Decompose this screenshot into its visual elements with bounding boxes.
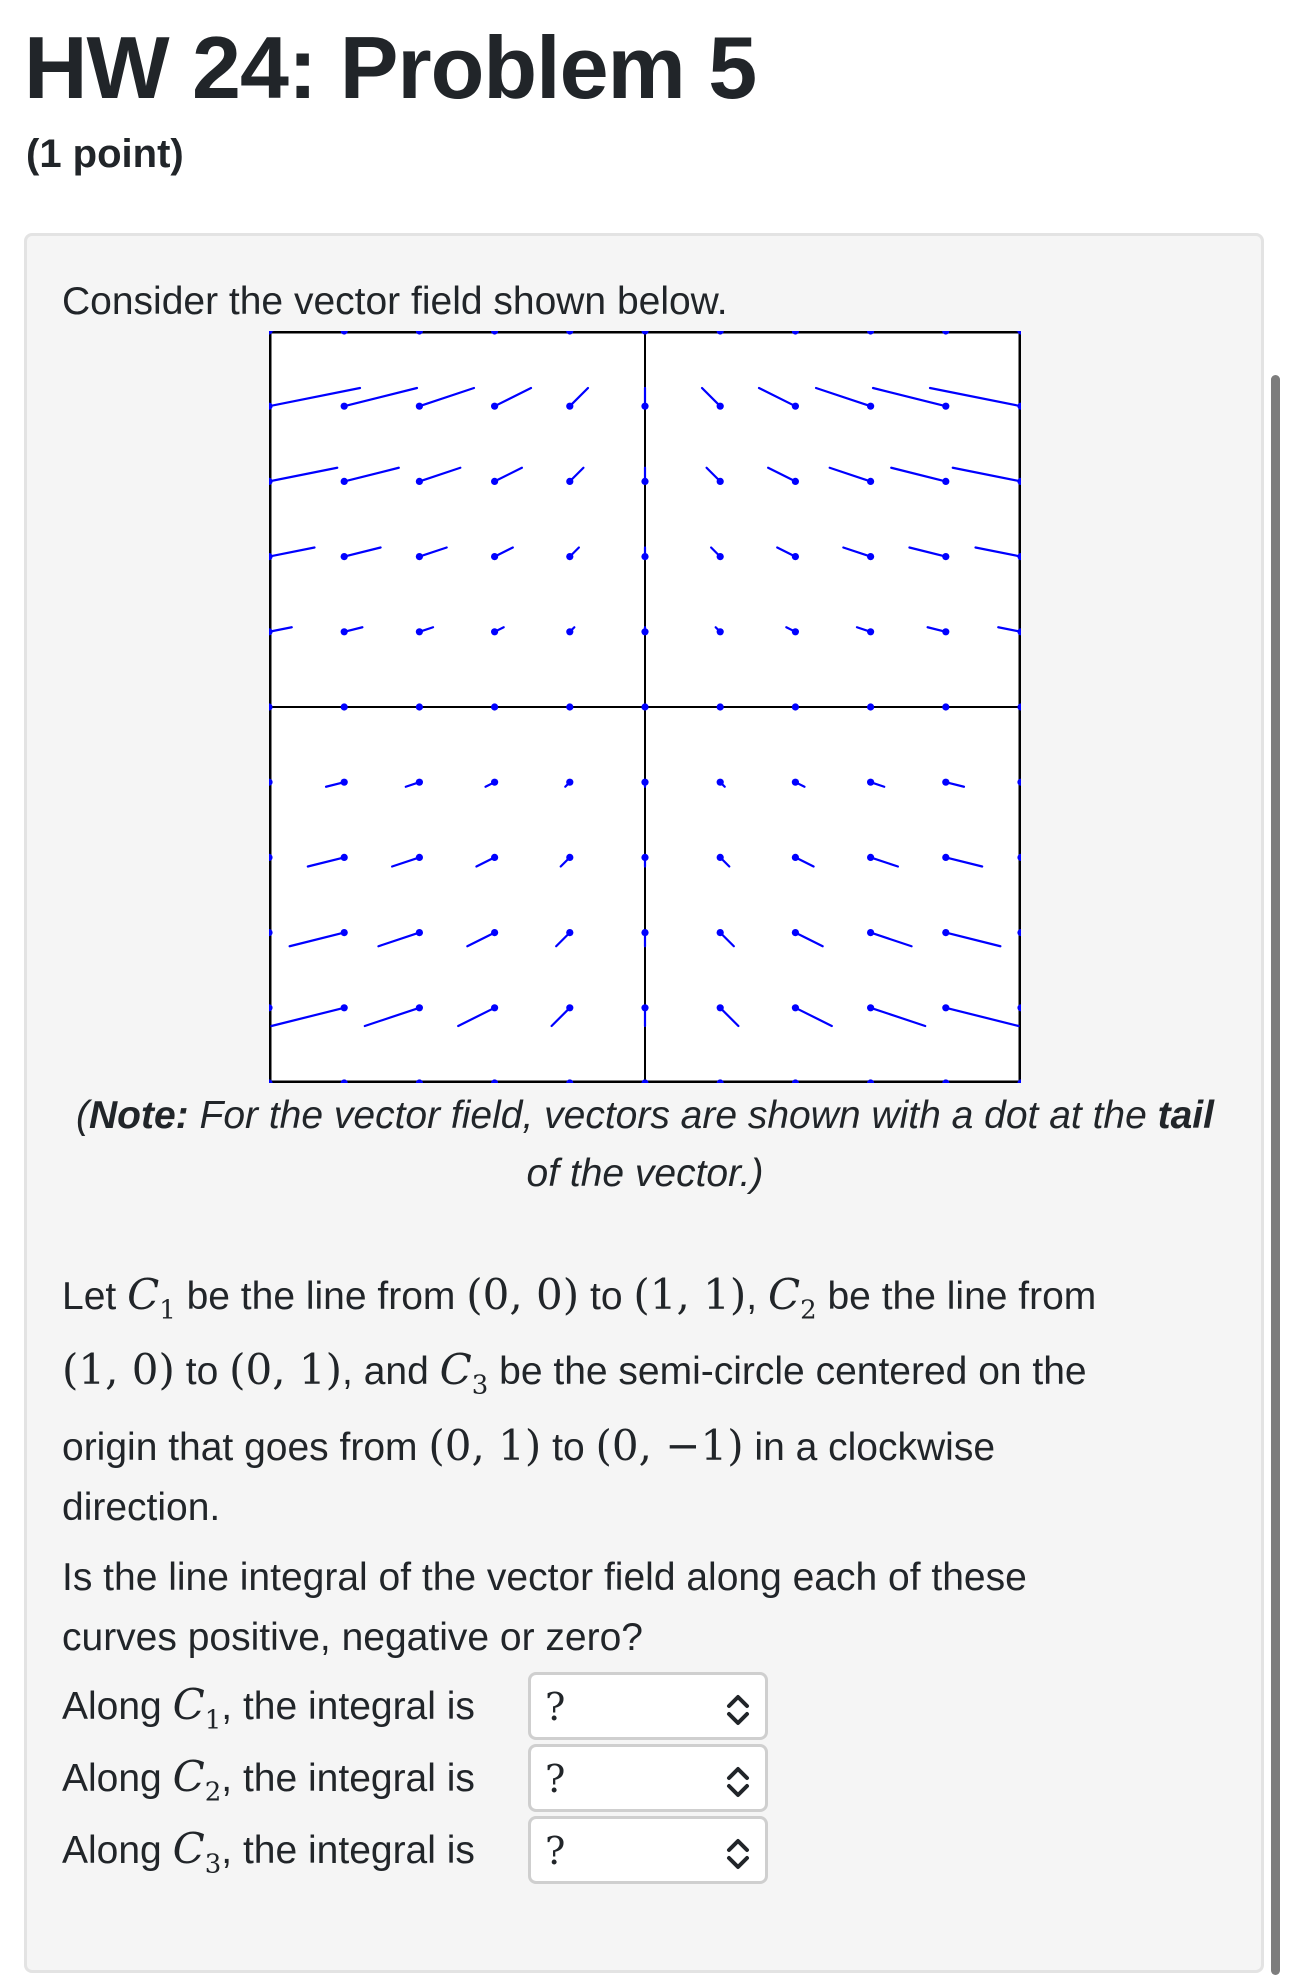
intro-text: Consider the vector field shown below. bbox=[62, 280, 728, 323]
vector-tail-dot bbox=[491, 478, 498, 485]
vector-tail-dot bbox=[641, 628, 648, 635]
vector-tail-dot bbox=[491, 553, 498, 560]
vector-tail-dot bbox=[942, 929, 949, 936]
vector-tail-dot bbox=[792, 1004, 799, 1011]
updown-chevron-icon bbox=[725, 1765, 751, 1799]
vector-tail-dot bbox=[566, 403, 573, 410]
note-text: (Note: For the vector field, vectors are shown with a dot at the tail of the vector.) bbox=[76, 1094, 1214, 1195]
vector-tail-dot bbox=[942, 779, 949, 786]
vector-tail-dot bbox=[416, 854, 423, 861]
vector-tail-dot bbox=[641, 478, 648, 485]
vector-tail-dot bbox=[717, 553, 724, 560]
vector-tail-dot bbox=[566, 854, 573, 861]
vector-tail-dot bbox=[491, 1004, 498, 1011]
vector-tail-dot bbox=[641, 854, 648, 861]
vector-tail-dot bbox=[641, 779, 648, 786]
vector-tail-dot bbox=[491, 854, 498, 861]
vector-tail-dot bbox=[717, 854, 724, 861]
vector-tail-dot bbox=[341, 478, 348, 485]
vector-tail-dot bbox=[566, 1004, 573, 1011]
vector-field-plot bbox=[269, 331, 1021, 1083]
vector-tail-dot bbox=[416, 779, 423, 786]
vector-tail-dot bbox=[942, 403, 949, 410]
vector-tail-dot bbox=[341, 628, 348, 635]
vector-tail-dot bbox=[867, 1004, 874, 1011]
vector-tail-dot bbox=[942, 478, 949, 485]
vector-tail-dot bbox=[416, 478, 423, 485]
question-text: Is the line integral of the vector field along each of these curves positive, negative or zero? bbox=[62, 1556, 1027, 1659]
vector-tail-dot bbox=[867, 553, 874, 560]
vector-tail-dot bbox=[341, 553, 348, 560]
vector-tail-dot bbox=[792, 703, 799, 710]
vector-tail-dot bbox=[792, 628, 799, 635]
vector-tail-dot bbox=[792, 403, 799, 410]
vector-tail-dot bbox=[341, 1004, 348, 1011]
vector-tail-dot bbox=[717, 929, 724, 936]
vector-tail-dot bbox=[341, 929, 348, 936]
vector-tail-dot bbox=[867, 628, 874, 635]
vector-tail-dot bbox=[641, 703, 648, 710]
vector-tail-dot bbox=[491, 779, 498, 786]
scrollbar[interactable] bbox=[1271, 375, 1280, 1975]
vector-tail-dot bbox=[942, 854, 949, 861]
vector-tail-dot bbox=[867, 854, 874, 861]
vector-tail-dot bbox=[867, 779, 874, 786]
vector-tail-dot bbox=[416, 1004, 423, 1011]
answer-row-2-label: Along $C_2$, the integral is bbox=[62, 1752, 475, 1808]
vector-tail-dot bbox=[792, 929, 799, 936]
vector-tail-dot bbox=[641, 1004, 648, 1011]
answer-select-c1[interactable]: ? bbox=[528, 1672, 768, 1740]
updown-chevron-icon bbox=[725, 1837, 751, 1871]
vector-tail-dot bbox=[416, 553, 423, 560]
vector-tail-dot bbox=[566, 553, 573, 560]
points-label: (1 point) bbox=[26, 132, 184, 176]
vector-tail-dot bbox=[867, 478, 874, 485]
updown-chevron-icon bbox=[725, 1693, 751, 1727]
vector-tail-dot bbox=[942, 628, 949, 635]
answer-select-c2[interactable]: ? bbox=[528, 1744, 768, 1812]
vector-tail-dot bbox=[341, 703, 348, 710]
page-title: HW 24: Problem 5 bbox=[24, 18, 757, 117]
vector-tail-dot bbox=[792, 553, 799, 560]
vector-tail-dot bbox=[792, 854, 799, 861]
vector-tail-dot bbox=[491, 403, 498, 410]
vector-field-svg bbox=[269, 331, 1021, 1083]
vector-tail-dot bbox=[491, 929, 498, 936]
vector-tail-dot bbox=[416, 929, 423, 936]
vector-tail-dot bbox=[566, 703, 573, 710]
vector-tail-dot bbox=[867, 703, 874, 710]
vector-tail-dot bbox=[792, 478, 799, 485]
curve-definitions: Let $C_1$ be the line from (0, 0) to (1, 1), $C_2$ be the line from (1, 0) to (0, 1), and $C_3$ be the semi-circle centered on the origin that goes from (0, 1) to (0, −1) in a clockwise direction. bbox=[62, 1270, 1097, 1529]
vector-tail-dot bbox=[566, 628, 573, 635]
vector-tail-dot bbox=[867, 403, 874, 410]
vector-tail-dot bbox=[566, 929, 573, 936]
vector-tail-dot bbox=[416, 628, 423, 635]
vector-tail-dot bbox=[341, 779, 348, 786]
answer-row-1-label: Along $C_1$, the integral is bbox=[62, 1680, 475, 1736]
vector-tail-dot bbox=[416, 403, 423, 410]
answer-row-3-label: Along $C_3$, the integral is bbox=[62, 1824, 475, 1880]
vector-tail-dot bbox=[717, 703, 724, 710]
vector-tail-dot bbox=[942, 1004, 949, 1011]
vector-tail-dot bbox=[717, 779, 724, 786]
vector-tail-dot bbox=[341, 403, 348, 410]
vector-tail-dot bbox=[867, 929, 874, 936]
vector-tail-dot bbox=[641, 929, 648, 936]
vector-tail-dot bbox=[942, 553, 949, 560]
vector-tail-dot bbox=[566, 779, 573, 786]
vector-tail-dot bbox=[491, 628, 498, 635]
vector-tail-dot bbox=[341, 854, 348, 861]
vector-tail-dot bbox=[566, 478, 573, 485]
vector-tail-dot bbox=[942, 703, 949, 710]
vector-tail-dot bbox=[641, 553, 648, 560]
vector-tail-dot bbox=[717, 1004, 724, 1011]
vector-tail-dot bbox=[717, 628, 724, 635]
vector-tail-dot bbox=[416, 703, 423, 710]
vector-tail-dot bbox=[641, 403, 648, 410]
vector-tail-dot bbox=[717, 403, 724, 410]
vector-tail-dot bbox=[491, 703, 498, 710]
vector-tail-dot bbox=[717, 478, 724, 485]
answer-select-c3[interactable]: ? bbox=[528, 1816, 768, 1884]
vector-tail-dot bbox=[792, 779, 799, 786]
